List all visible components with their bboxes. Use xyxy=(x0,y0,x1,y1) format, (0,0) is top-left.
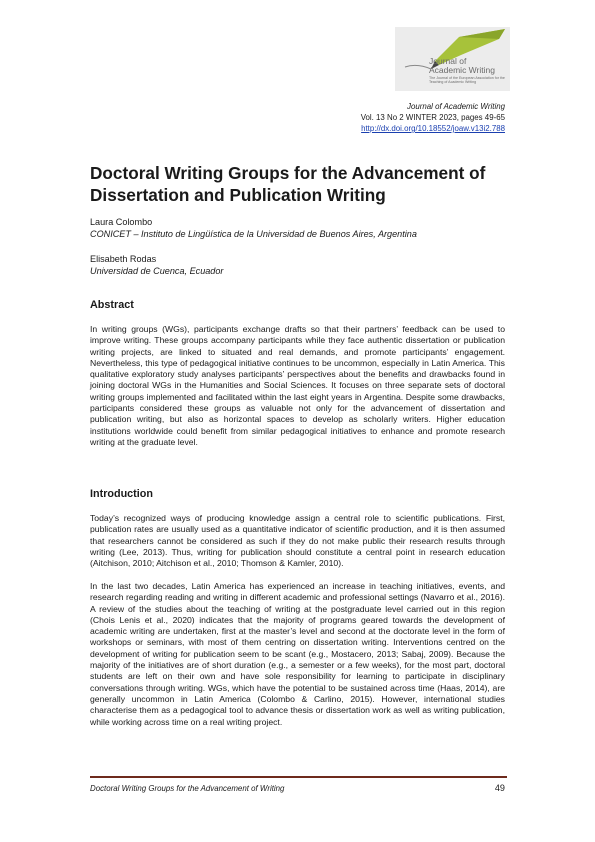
author-affiliation: Universidad de Cuenca, Ecuador xyxy=(90,266,224,276)
journal-name: Journal of Academic Writing xyxy=(407,102,505,111)
author-block xyxy=(90,216,417,240)
logo-title-line1: Journal of xyxy=(429,56,467,66)
journal-info xyxy=(361,101,505,134)
introduction-paragraph: Today’s recognized ways of producing knowledge assign a central role to scientific publications. First, publication rates are usually used as a quantitative indicator of scientific production, and it is then assumed that researchers cannot be considered as such if they do not make public their research results through writing (Lee, 2013). Thus, writing for publication should constitute a central point in research education (Aitchison, 2010; Aitchison et al., 2010; Thomson & Kamler, 2010). xyxy=(90,513,505,569)
author-name: Laura Colombo xyxy=(90,217,153,227)
logo-title xyxy=(429,57,509,75)
article-title: Doctoral Writing Groups for the Advancement of Dissertation and Publication Writing xyxy=(90,163,486,205)
doi-link[interactable]: http://dx.doi.org/10.18552/joaw.v13i2.788 xyxy=(361,124,505,133)
author-name: Elisabeth Rodas xyxy=(90,254,157,264)
logo-title-line2: Academic Writing xyxy=(429,65,495,75)
journal-issue: Vol. 13 No 2 WINTER 2023, pages 49-65 xyxy=(360,113,505,122)
running-title: Doctoral Writing Groups for the Advancement of Writing xyxy=(90,784,285,793)
author-affiliation: CONICET – Instituto de Lingüística de la Universidad de Buenos Aires, Argentina xyxy=(90,229,417,239)
logo-subtitle: The Journal of the European Association for the Teaching of Academic Writing xyxy=(429,76,505,85)
page-number: 49 xyxy=(494,783,505,793)
introduction-paragraph: In the last two decades, Latin America has experienced an increase in teaching initiatives, events, and research regarding reading and writing in different academic and professional settings (Navarro et al., 2016). A review of the studies about the teaching of writing at the postgraduate level carried out in this region (Chois Lenis et al., 2020) indicates that the majority of programs geared towards the development of academic writing are undertaken, first at the master’s level and second at the doctorate level in the form of workshops or seminars, with most of them centring on dissertation writing. Interventions centred on the development of writing for publication seem to be scant (e.g., Mostacero, 2013; Sabaj, 2009). Because the majority of the initiatives are of short duration (e.g., a semester or a few weeks), for the most part, doctoral students are left on their own and have sole responsibility for learning to participate in disciplinary conversations through writing. WGs, which have the potential to be sustained across time (Haas, 2014), are generally uncommon in Latin America (Colombo & Carlino, 2015). However, international studies characterise them as a pedagogical tool to advance thesis or dissertation work as well as writing publication, while working across time on a real writing project. xyxy=(90,581,505,727)
introduction-heading: Introduction xyxy=(90,488,153,500)
abstract-text: In writing groups (WGs), participants exchange drafts so that their partners’ feedback can be used to improve writing. These groups accompany participants while they face authentic dissertation or publication writing projects, are linked to situated and real demands, and promote participants’ engagement. Nevertheless, this type of pedagogical initiative continues to be uncommon, especially in Latin America. This qualitative exploratory study analyses participants’ perspectives about the benefits and drawbacks found in joining doctoral WGs in the Humanities and Social Sciences. It focuses on three separate sets of doctoral writing groups implemented and facilitated within the last eight years in Argentina. Despite some drawbacks, participants considered these groups as valuable not only for the advancement of dissertation and publication writing, but also as horizontal spaces to develop as scholarly writers. Higher education institutions worldwide could benefit from similar pedagogical initiatives to enhance and promote research writing at the graduate level. xyxy=(90,324,505,447)
abstract-heading: Abstract xyxy=(90,299,134,311)
journal-logo xyxy=(395,27,510,91)
footer-rule xyxy=(90,776,507,778)
author-block xyxy=(90,253,223,277)
